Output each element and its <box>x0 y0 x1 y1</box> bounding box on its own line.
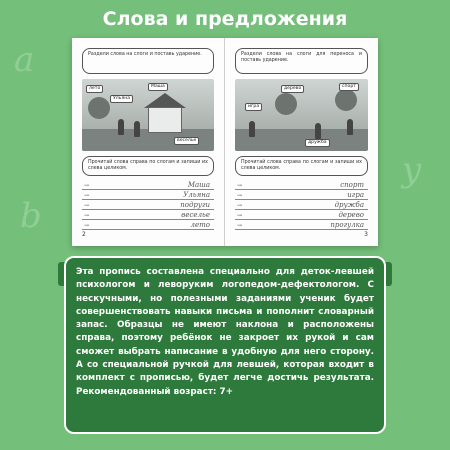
arrow-icon: → <box>84 192 90 199</box>
arrow-icon: → <box>84 182 90 189</box>
word-label: дружба <box>305 139 330 147</box>
sample-word: лето <box>190 221 210 229</box>
sample-word: дружба <box>334 201 364 209</box>
task-box-bottom: Прочитай слова справа по слогам и запиши их слева целиком. <box>235 156 368 176</box>
sample-word: Маша <box>187 181 210 189</box>
illustration-house <box>82 79 214 151</box>
writing-lines <box>235 180 368 230</box>
sample-word: спорт <box>340 181 364 189</box>
sample-word: подруги <box>180 201 210 209</box>
roof <box>144 93 186 108</box>
child-figure <box>347 119 353 135</box>
writing-line <box>235 200 368 210</box>
left-page <box>72 38 225 246</box>
page-title: Слова и предложения <box>102 8 348 30</box>
decorative-letter: y <box>402 150 422 190</box>
tree-icon <box>275 93 297 115</box>
writing-line <box>82 200 214 210</box>
writing-line <box>235 180 368 190</box>
word-label: Ульяна <box>110 95 133 103</box>
word-label: веселье <box>174 137 199 145</box>
arrow-icon: → <box>237 212 243 219</box>
sample-word: прогулка <box>330 221 364 229</box>
task-box-top: Раздели слова на слоги для переноса и поставь ударение. <box>235 48 368 74</box>
child-figure <box>249 121 255 137</box>
workbook-spread <box>72 38 378 246</box>
description-panel: Эта пропись составлена специально для деток-левшей психологом и леворуким логопедом-дефектологом. С нескучными, но полезными заданиями ученик будет совершенствовать навыки письма и пополнит словарный запас. Образцы не имеют наклона и расположены справа, поэтому ребёнок не закроет их рукой и сам сможет выбрать написание в удобную для него сторону. А со специальной ручкой для левшей, которая входит в комплект с прописью, будет легче достичь результата. Рекомендованный возраст: 7+ <box>64 256 386 434</box>
task-box-bottom: Прочитай слова справа по слогам и запиши их слева целиком. <box>82 156 214 176</box>
word-label: дерево <box>281 85 304 93</box>
tree-icon <box>335 89 357 111</box>
arrow-icon: → <box>84 222 90 229</box>
writing-line <box>235 190 368 200</box>
page-number: 3 <box>364 231 368 238</box>
illustration-park <box>235 79 368 151</box>
writing-line <box>235 220 368 230</box>
writing-line <box>82 210 214 220</box>
writing-line <box>82 190 214 200</box>
arrow-icon: → <box>237 222 243 229</box>
arrow-icon: → <box>84 202 90 209</box>
sample-word: веселье <box>181 211 210 219</box>
arrow-icon: → <box>237 182 243 189</box>
task-box-top: Раздели слова на слоги и поставь ударение. <box>82 48 214 74</box>
writing-line <box>235 210 368 220</box>
child-figure <box>315 123 321 139</box>
child-figure <box>118 119 124 135</box>
page-number: 2 <box>82 231 86 238</box>
decorative-letter: b <box>20 196 42 236</box>
sample-word: игра <box>347 191 364 199</box>
writing-line <box>82 220 214 230</box>
house-icon <box>148 107 182 133</box>
word-label: лето <box>86 85 103 93</box>
arrow-icon: → <box>84 212 90 219</box>
decorative-letter: a <box>14 40 35 80</box>
tree-icon <box>88 97 110 119</box>
writing-lines <box>82 180 214 230</box>
sample-word: дерево <box>338 211 364 219</box>
arrow-icon: → <box>237 192 243 199</box>
writing-line <box>82 180 214 190</box>
child-figure <box>134 121 140 137</box>
arrow-icon: → <box>237 202 243 209</box>
word-label: Маша <box>148 83 168 91</box>
word-label: спорт <box>339 83 359 91</box>
right-page <box>225 38 378 246</box>
sample-word: Ульяна <box>183 191 210 199</box>
word-label: игра <box>245 103 262 111</box>
